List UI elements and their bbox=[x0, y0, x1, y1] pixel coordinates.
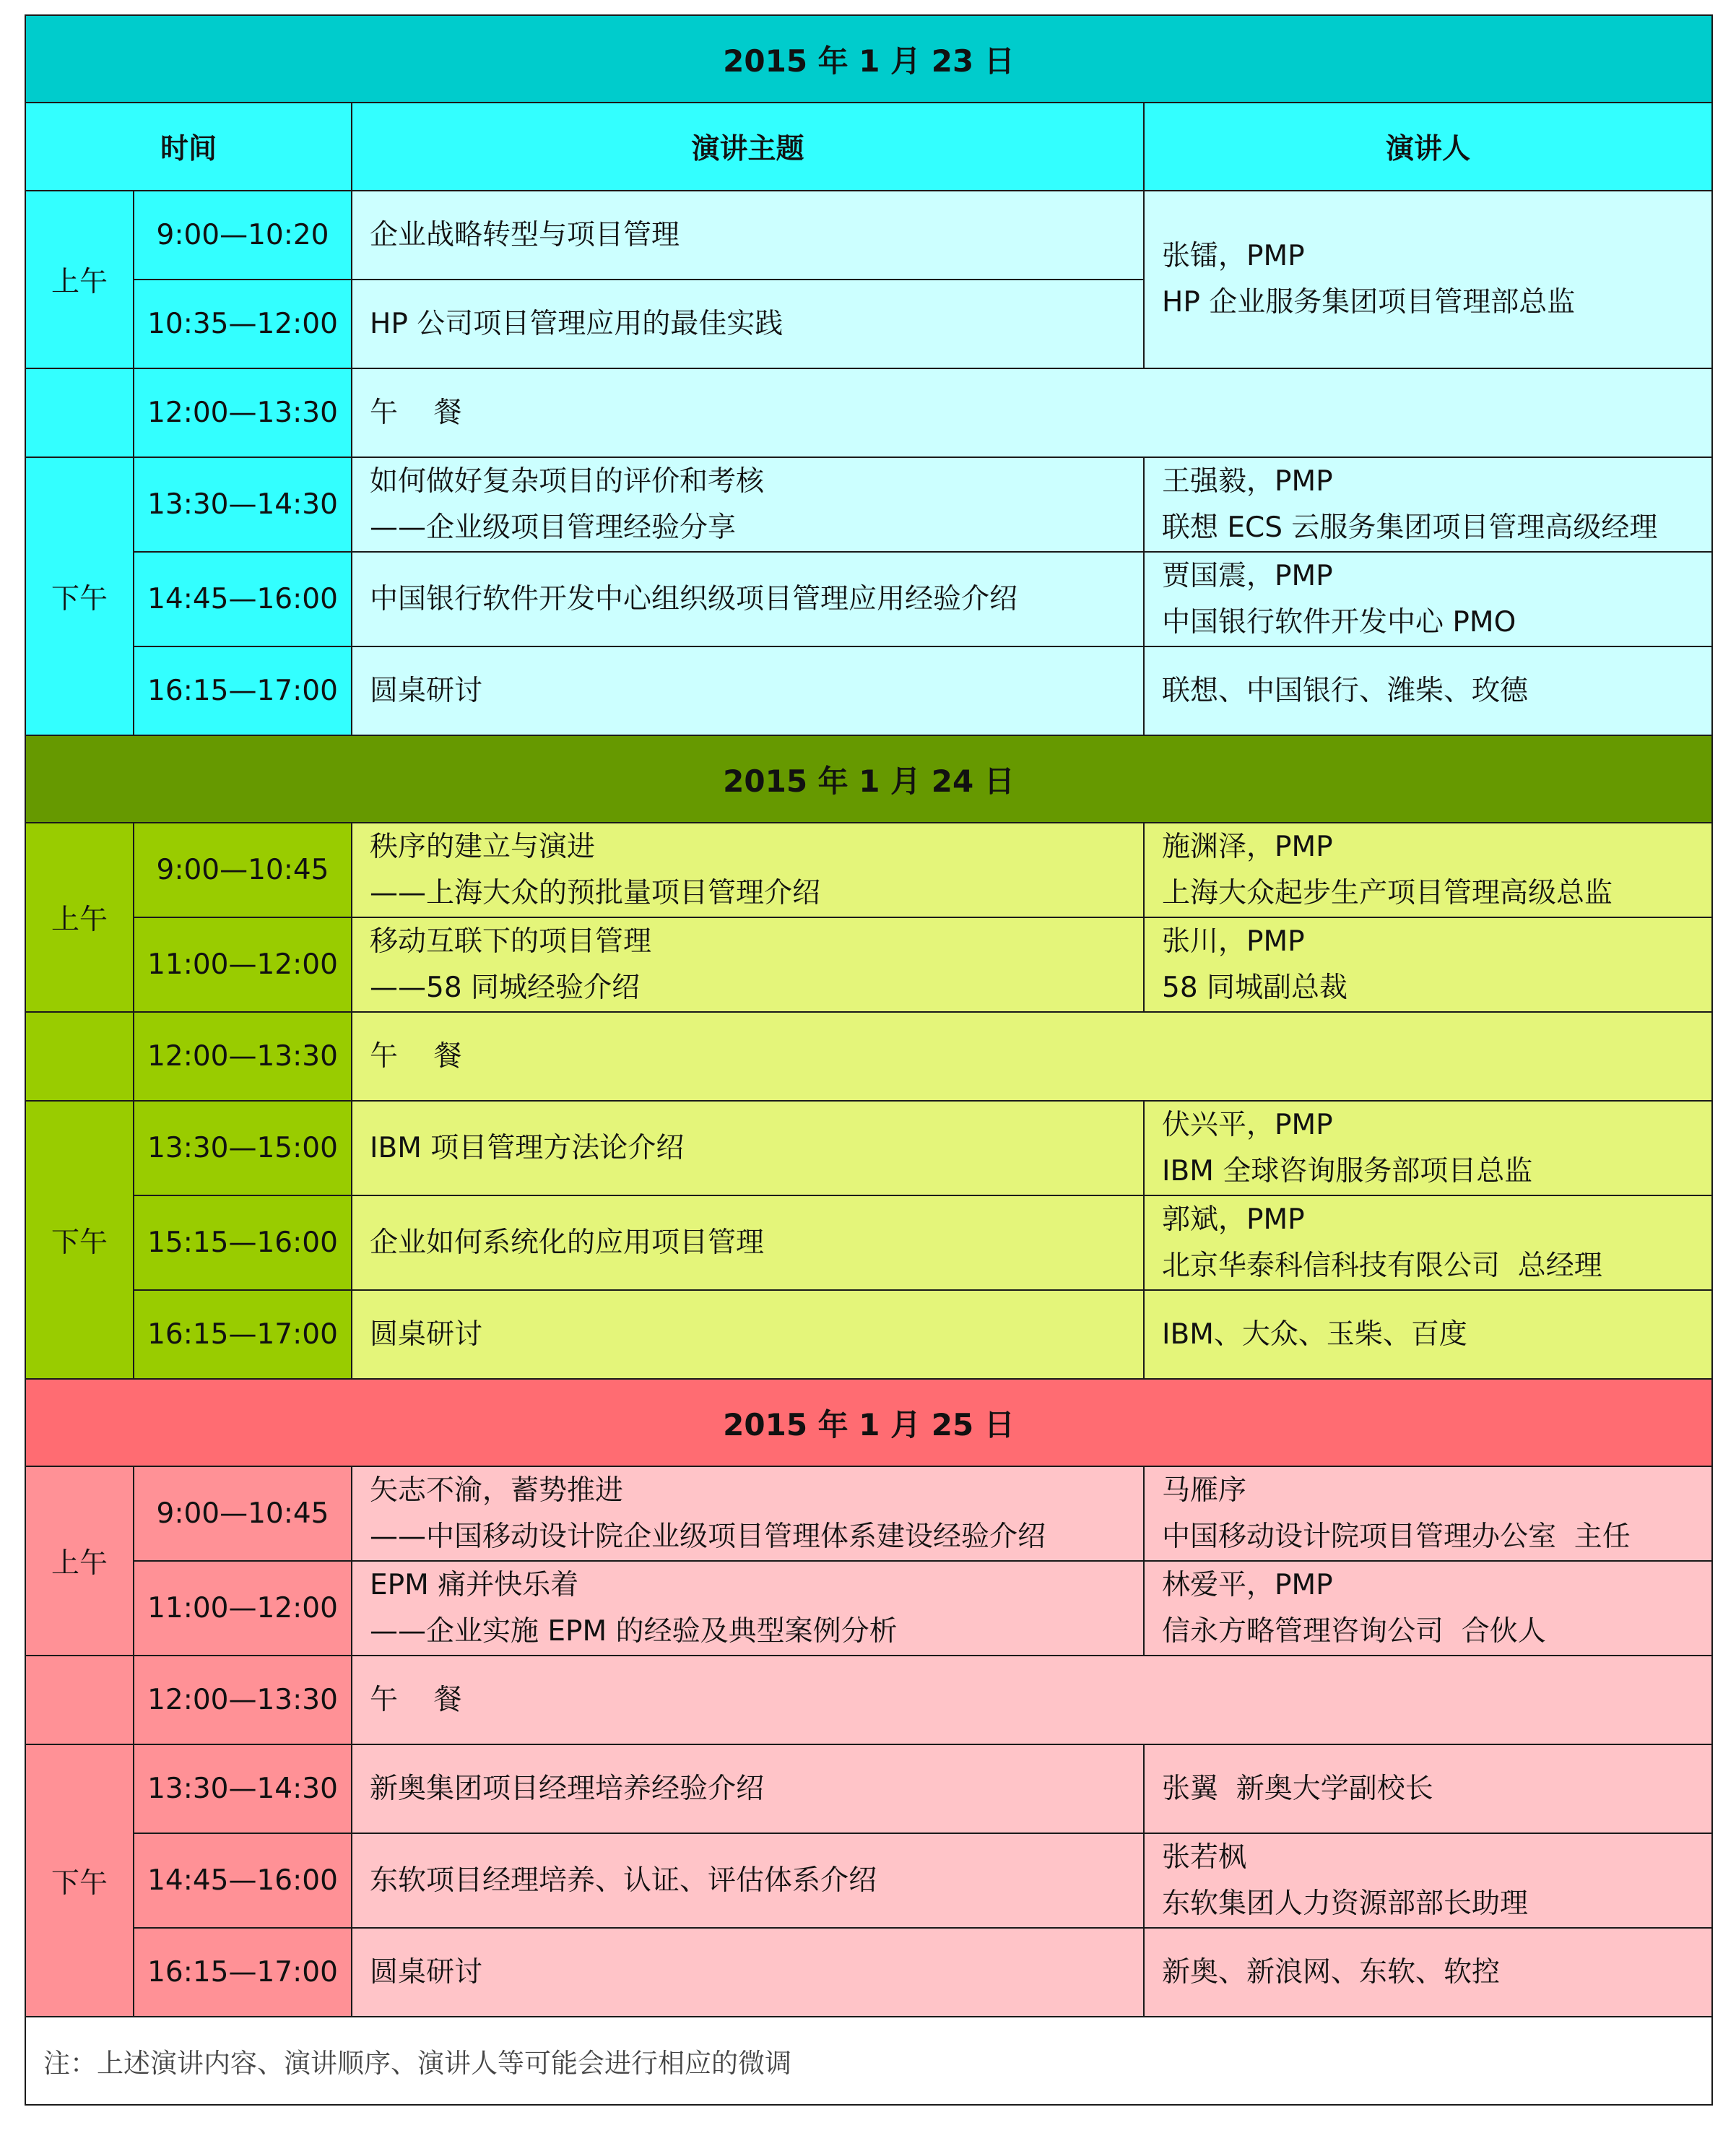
session-speaker: 联想、中国银行、潍柴、玫德 bbox=[1144, 646, 1712, 735]
session-topic: 秩序的建立与演进 ——上海大众的预批量项目管理介绍 bbox=[352, 823, 1144, 917]
session-time: 14:45—16:00 bbox=[134, 1833, 352, 1928]
day-1-section bbox=[25, 15, 1712, 735]
session-topic: 中国银行软件开发中心组织级项目管理应用经验介绍 bbox=[352, 552, 1144, 646]
session-time: 13:30—14:30 bbox=[134, 1744, 352, 1833]
schedule-row bbox=[25, 191, 1712, 280]
session-time: 10:35—12:00 bbox=[134, 280, 352, 368]
schedule-row bbox=[25, 1561, 1712, 1656]
session-time: 11:00—12:00 bbox=[134, 917, 352, 1012]
schedule-row bbox=[25, 1744, 1712, 1833]
schedule-row bbox=[25, 917, 1712, 1012]
schedule-row bbox=[25, 646, 1712, 735]
lunch-time: 12:00—13:30 bbox=[134, 1012, 352, 1101]
day-1-title: 2015 年 1 月 23 日 bbox=[25, 15, 1712, 103]
session-topic: 圆桌研讨 bbox=[352, 1290, 1144, 1379]
session-topic: IBM 项目管理方法论介绍 bbox=[352, 1101, 1144, 1195]
period-pm-label: 下午 bbox=[25, 457, 134, 735]
session-topic: EPM 痛并快乐着 ——企业实施 EPM 的经验及典型案例分析 bbox=[352, 1561, 1144, 1656]
session-topic: 如何做好复杂项目的评价和考核 ——企业级项目管理经验分享 bbox=[352, 457, 1144, 552]
session-time: 16:15—17:00 bbox=[134, 646, 352, 735]
session-time: 9:00—10:45 bbox=[134, 823, 352, 917]
session-time: 11:00—12:00 bbox=[134, 1561, 352, 1656]
lunch-row bbox=[25, 1656, 1712, 1744]
session-topic: 企业战略转型与项目管理 bbox=[352, 191, 1144, 280]
session-time: 15:15—16:00 bbox=[134, 1195, 352, 1290]
session-time: 13:30—15:00 bbox=[134, 1101, 352, 1195]
period-pm-label: 下午 bbox=[25, 1101, 134, 1379]
session-speaker: 张翼 新奥大学副校长 bbox=[1144, 1744, 1712, 1833]
period-blank bbox=[25, 368, 134, 457]
session-speaker: IBM、大众、玉柴、百度 bbox=[1144, 1290, 1712, 1379]
lunch-time: 12:00—13:30 bbox=[134, 368, 352, 457]
footnote: 注：上述演讲内容、演讲顺序、演讲人等可能会进行相应的微调 bbox=[25, 2017, 1712, 2105]
session-speaker: 施渊泽，PMP 上海大众起步生产项目管理高级总监 bbox=[1144, 823, 1712, 917]
session-speaker: 郭斌，PMP 北京华泰科信科技有限公司 总经理 bbox=[1144, 1195, 1712, 1290]
session-speaker: 新奥、新浪网、东软、软控 bbox=[1144, 1928, 1712, 2017]
schedule-table bbox=[25, 14, 1713, 2106]
period-am-label: 上午 bbox=[25, 823, 134, 1012]
schedule-row bbox=[25, 823, 1712, 917]
schedule-row bbox=[25, 552, 1712, 646]
session-speaker: 张川，PMP 58 同城副总裁 bbox=[1144, 917, 1712, 1012]
session-topic: 矢志不渝，蓄势推进 ——中国移动设计院企业级项目管理体系建设经验介绍 bbox=[352, 1466, 1144, 1561]
session-speaker: 伏兴平，PMP IBM 全球咨询服务部项目总监 bbox=[1144, 1101, 1712, 1195]
session-speaker: 张镭，PMP HP 企业服务集团项目管理部总监 bbox=[1144, 191, 1712, 368]
session-time: 16:15—17:00 bbox=[134, 1290, 352, 1379]
session-time: 13:30—14:30 bbox=[134, 457, 352, 552]
day-2-section bbox=[25, 735, 1712, 1379]
session-speaker: 王强毅，PMP 联想 ECS 云服务集团项目管理高级经理 bbox=[1144, 457, 1712, 552]
period-blank bbox=[25, 1012, 134, 1101]
schedule-row bbox=[25, 1195, 1712, 1290]
schedule-row bbox=[25, 1290, 1712, 1379]
session-time: 14:45—16:00 bbox=[134, 552, 352, 646]
session-topic: 圆桌研讨 bbox=[352, 1928, 1144, 2017]
schedule-row bbox=[25, 1928, 1712, 2017]
lunch-row bbox=[25, 368, 1712, 457]
period-am-label: 上午 bbox=[25, 191, 134, 368]
session-topic: 企业如何系统化的应用项目管理 bbox=[352, 1195, 1144, 1290]
session-time: 16:15—17:00 bbox=[134, 1928, 352, 2017]
session-speaker: 张若枫 东软集团人力资源部部长助理 bbox=[1144, 1833, 1712, 1928]
day-3-title: 2015 年 1 月 25 日 bbox=[25, 1379, 1712, 1466]
session-time: 9:00—10:45 bbox=[134, 1466, 352, 1561]
session-speaker: 贾国震，PMP 中国银行软件开发中心 PMO bbox=[1144, 552, 1712, 646]
lunch-label: 午 餐 bbox=[352, 1012, 1712, 1101]
session-speaker: 马雁序 中国移动设计院项目管理办公室 主任 bbox=[1144, 1466, 1712, 1561]
schedule-row bbox=[25, 1101, 1712, 1195]
schedule-row bbox=[25, 457, 1712, 552]
period-blank bbox=[25, 1656, 134, 1744]
day-2-title: 2015 年 1 月 24 日 bbox=[25, 735, 1712, 823]
header-time: 时间 bbox=[25, 103, 352, 191]
schedule-row bbox=[25, 1466, 1712, 1561]
session-topic: 新奥集团项目经理培养经验介绍 bbox=[352, 1744, 1144, 1833]
session-time: 9:00—10:20 bbox=[134, 191, 352, 280]
session-topic: 圆桌研讨 bbox=[352, 646, 1144, 735]
session-speaker: 林爱平，PMP 信永方略管理咨询公司 合伙人 bbox=[1144, 1561, 1712, 1656]
lunch-row bbox=[25, 1012, 1712, 1101]
header-speaker: 演讲人 bbox=[1144, 103, 1712, 191]
lunch-label: 午 餐 bbox=[352, 1656, 1712, 1744]
period-am-label: 上午 bbox=[25, 1466, 134, 1656]
day-3-section bbox=[25, 1379, 1712, 2017]
session-topic: HP 公司项目管理应用的最佳实践 bbox=[352, 280, 1144, 368]
session-topic: 移动互联下的项目管理 ——58 同城经验介绍 bbox=[352, 917, 1144, 1012]
schedule-row bbox=[25, 1833, 1712, 1928]
session-topic: 东软项目经理培养、认证、评估体系介绍 bbox=[352, 1833, 1144, 1928]
lunch-label: 午 餐 bbox=[352, 368, 1712, 457]
header-topic: 演讲主题 bbox=[352, 103, 1144, 191]
lunch-time: 12:00—13:30 bbox=[134, 1656, 352, 1744]
period-pm-label: 下午 bbox=[25, 1744, 134, 2017]
